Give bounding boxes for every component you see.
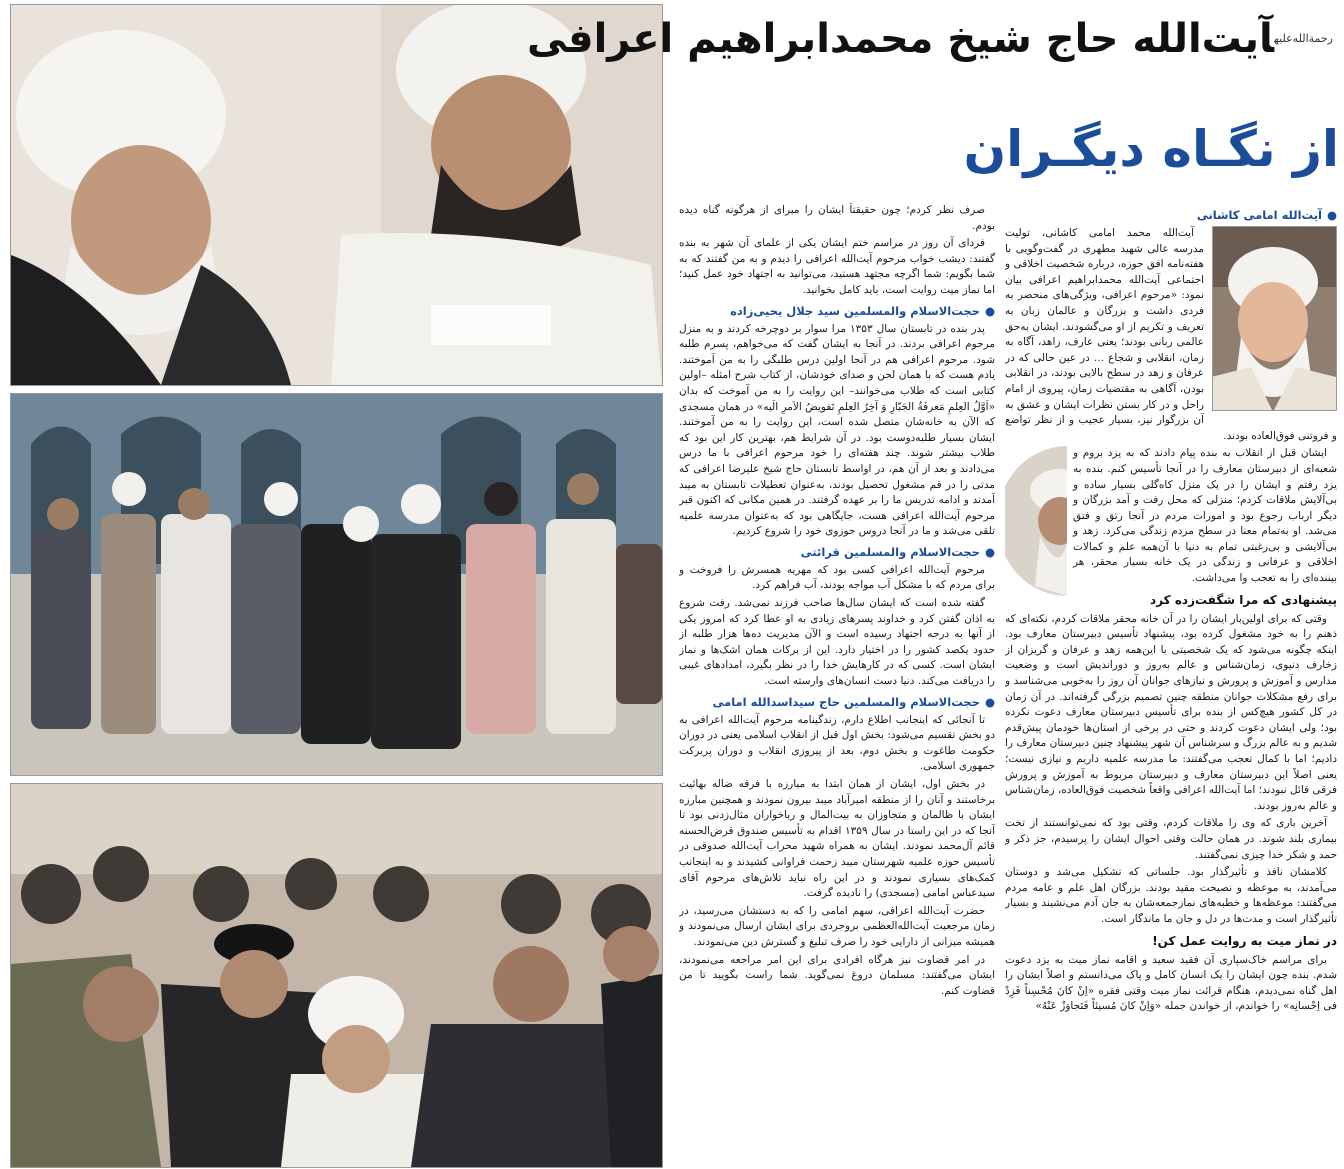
paragraph: گفته شده است که ایشان سال‌ها صاحب فرزند نمی‌شد. رفت شروع به اذان گفتن کرد و خداوند پسرهای زیادی به او عطا کرد که امروز یکی از آنها به درجه اجتهاد رسیده است و الآن مدیریت ده‌ها هزار طلبه از حدود یکصد کشور را در اختیار دارد. این از برکات همان اشک‌ها و نماز ایشان است. کسی که در کارهایش خدا را در نظر بگیرد، امدادهای غیبی را دریافت می‌کند. دنیا دست انسان‌های وارسته است. [679, 597, 995, 688]
bullet-icon: ● [984, 694, 995, 709]
article-column-left [679, 203, 995, 1165]
section-heading-yahyazadeh [679, 303, 995, 319]
title-seal: رحمة‌الله‌علیه [1274, 32, 1333, 45]
paragraph: تا آنجائی که اینجانب اطلاع دارم، زندگینامه مرحوم آیت‌الله اعرافی به دو بخش تقسیم می‌شود: بخش اول قبل از انقلاب اسلامی یعنی در دوران حکومت طاغوت و بخش دوم، بعد از پیروزی انقلاب و دوران پربرکت جمهوری اسلامی. [679, 713, 995, 773]
subheading: در نماز میت به روایت عمل کن! [1152, 933, 1337, 948]
paragraph: پدر بنده در تابستان سال ۱۳۵۳ مرا سوار بر دوچرخه کردند و به منزل مرحوم اعرافی بردند. در آنجا به ایشان گفت که می‌خواهم، پسرم طلبه شود. مرحوم اعرافی هم در آنجا اولین درس طلبگی را به من آموختند. یادم هست که با همان لحن و صدای خودشان، از کتاب شرح امثله –اولین کتابی است که طلاب می‌خوانند– این روایت را به من آموخت که بدان «اَوَّلُ العِلمِ مَعرفَةُ الجَبّارِ وَ آخِرُ العِلمِ تَفویضُ الاَمرِ الَیه» در همان مسجدی که الآن به خانه‌شان متصل شده است، این روایت را به من آموختند. ایشان بسیار طلبه‌دوست بود. در آن شرایط هم، بهترین کار این بود که طلاب بیشتر شوند. چند هفته‌ای را خود مرحوم اعرافی با ما درس می‌دادند و بعد از آن هم، در اواسط تابستان حاج شیخ علیرضا اعرافی که مدتی را در قم مشغول تحصیل بودند، به‌عنوان تعطیلات تابستان به میبد آمدند و ادامه تدریس ما را بر عهده گرفتند. در همین مکانی که اکنون قبر مرحوم آیت‌الله اعرافی هست، جایگاهی بود که به‌عنوان مدرسه علمیه تلقی می‌شد و ما در آنجا دروس حوزوی خود را شروع کردیم. [679, 322, 995, 538]
section-heading-emami-kashani [1005, 207, 1337, 223]
section-heading-emami [679, 694, 995, 710]
paragraph: مرحوم آیت‌الله اعرافی کسی بود که مهریه همسرش را فروخت و برای مردم که با مشکل آب مواجه بودند، آب فراهم کرد. [679, 563, 995, 592]
section-heading-text: حجت‌الاسلام والمسلمین قرائتی [800, 544, 980, 559]
bullet-icon: ● [984, 303, 995, 318]
paragraph: حضرت آیت‌الله اعرافی، سهم امامی را که به دستشان می‌رسید، در زمان مرجعیت آیت‌الله‌العظمی بروجردی برای ایشان ارسال می‌نمودند و همیشه میزانی از دارایی خود را صرف تبلیغ و گسترش دین می‌نمودند. [679, 904, 995, 948]
paragraph: در امر قضاوت نیز هرگاه افرادی برای این امر مراجعه می‌نمودند، ایشان می‌گفتند: مسلمان دروغ نمی‌گوید. شما راست بگویید تا من قضاوت کنم. [679, 953, 995, 997]
paragraph: صرف نظر کردم؛ چون حقیقتاً ایشان را مبرای از هرگونه گناه دیده بودم. [679, 204, 995, 232]
paragraph: آخرین باری که وی را ملاقات کردم، وقتی بود که نمی‌توانستند از تخت بیماری بلند شوند. در همان حالت وقتی احوال ایشان را پرسیدم، جز ذکر و حمد و شکر خدا چیزی نمی‌گفتند. [1005, 817, 1337, 861]
section-heading-text: حجت‌الاسلام والمسلمین سید جلال یحیی‌زاده [730, 303, 980, 318]
page-title [526, 6, 1339, 72]
paragraph: فردای آن روز در مراسم ختم ایشان یکی از علمای آن شهر به بنده گفتند: دیشب خواب مرحوم آیت‌الله اعرافی را دیدم و به من گفتند که به شما بگویم: شما اگرچه مجتهد هستید، می‌توانید به اجتهاد خود عمل کنید؛ اما نماز میت روایت است، باید کامل بخوانید. [679, 237, 995, 296]
paragraph: برای مراسم خاک‌سپاری آن فقید سعید و اقامه نماز میت به یزد دعوت شدم. بنده چون ایشان را یک انسان کامل و پاک می‌دانستم و اصلاً ایشان را اهل گناه نمی‌دیدم، هنگام قرائت نماز میت وقتی فقره «اِنْ کانَ مُحْسِناً فَزِدْ فی اِحْسانِه» را خواندم، از خواندن جمله «وَاِنْ کانَ مُسیئاً فَتَجاوَزْ عَنْهُ» [1005, 953, 1337, 1013]
photo-mourning-crowd [10, 783, 663, 1168]
section-heading-gharaati [679, 544, 995, 560]
paragraph: آیت‌الله محمد امامی کاشانی، تولیت مدرسه عالی شهید مطهری در گفت‌وگویی با هفته‌نامه افق حوزه، درباره شخصیت اخلاقی و اجتماعی آیت‌الله محمدابراهیم اعرافی بیان نمود: «مرحوم اعرافی، ویژگی‌های منحصر به فردی داشت و بزرگان و عالمان زبان به تعریف و تکریم از او می‌گشودند. ایشان به‌حق عالمی ربانی بودند؛ یعنی عارف، زاهد، آگاه به زمان، انقلابی و شجاع … در عین حالی که در عرفان و زهد در سطح بالایی بودند، در انقلابی بودن، آگاهی به مقتضیات زمان، پیروی از امام راحل و در کار بستن نظرات ایشان و عشق به آن بزرگوار نیز، بسیار عجیب و از نظر تواضع و فروتنی فوق‌العاده بودند. [1005, 227, 1337, 442]
paragraph: ایشان قبل از انقلاب به بنده پیام دادند که به یزد بروم و شعبه‌ای از دبیرستان معارف را در آنجا تأسیس کنم. بنده به یزد رفتم و ایشان را در یک منزل کاه‌گلی بسیار ساده و بی‌آلایش ملاقات کردم؛ منزلی که محل رفت و آمد بزرگان و دیگر ارباب رجوع بود و امورات مردم در آنجا رتق و فتق می‌شد. او به‌تمام معنا در سطح مردم زندگی می‌کرد. زهد و بی‌آلایشی و بی‌رغبتی تمام به دنیا با آن‌همه علم و کمالات اخلاقی و عرفانی و زندگی در یک خانه بسیار محقر، هر بیننده‌ای را به تعجب وا می‌داشت. [1073, 447, 1337, 585]
portrait-circle-cleric [1005, 446, 1067, 596]
paragraph: وقتی که برای اولین‌بار ایشان را در آن خانه محقر ملاقات کردم، نکته‌ای که ذهنم را به خود مشغول کرده بود، پیشنهاد تأسیس دبیرستان معارف بود. اینکه چگونه می‌شود که یک شخصیتی با این‌همه زهد و عرفان و گریزان از زخارف دنیوی، زمان‌شناس و عالم به‌روز و دوراندیش است و وضعیت مدارس و آموزش و پرورش و نیازهای جوانان آن روز را به‌خوبی می‌شناسد و برای رفع مشکلات جوانان منطقه چنین تصمیم بزرگی گرفته‌اند. در آن زمان در کل کشور هیچ‌کس از بنده برای تأسیس دبیرستان معارف دعوت نکرده بود؛ ولی ایشان دعوت کردند و حتی در برخی از استان‌ها خودمان پیش‌قدم شدیم و به عالم بزرگ و سرشناس آن شهر پیشنهاد چنین دبیرستان معارف را دادیم؛ اما با کمال تعجب می‌گفتند: ما مدرسه علمیه داریم و نیازی نیست؛ یعنی اصلاً این دبیرستان معارف و دبیرستان مربوط به آموزش و پرورش فرقی قائل نبودند؛ اما آیت‌الله اعرافی واقعاً شخصیت فوق‌العاده، زمان‌شناس و عالم به‌روز بودند. [1005, 612, 1337, 812]
portrait-emami-kashani [1212, 226, 1337, 411]
bullet-icon: ● [984, 544, 995, 559]
photo-procession-shrine [10, 393, 663, 776]
section-heading-text: آیت‌الله امامی کاشانی [1196, 208, 1322, 222]
page-title-text: آیت‌الله حاج شیخ محمدابراهیم اعرافی [526, 16, 1275, 62]
article-column-right [1005, 203, 1337, 1165]
paragraph: کلامشان نافذ و تأثیرگذار بود. جلساتی که تشکیل می‌شد و دوستان می‌آمدند، به موعظه و نصیحت مقید بودند. بزرگان اهل علم و عامه مردم می‌گفتند: موعظه‌ها و خطبه‌های نمازجمعه‌شان به جان آدم می‌نشیند و بسیار تأثیرگذار است و مدت‌ها در دل و جان ما ماندگار است. [1005, 866, 1337, 925]
bullet-icon: ● [1326, 208, 1337, 222]
paragraph: در بخش اول، ایشان از همان ابتدا به مبارزه با فرقه ضاله بهائیت برخاستند و آنان را از منطقه امیرآباد میبد بیرون نمودند و همچنین مبارزه ایشان با ظالمان و متجاوزان به بیت‌المال و رباخواران مثال‌زدنی بود تا آنجا که در این راستا در سال ۱۳۵۹ اقدام به تأسیس صندوق قرض‌الحسنه قائم آل‌محمد نمودند. ایشان به همراه شهید محراب آیت‌الله صدوقی در تأسیس حوزه علمیه شهرستان میبد زحمت فراوانی کشیدند و به اینجانب کمک‌های بسیاری نمودند و در این راه نباید تلاش‌های مرحوم آقای سیدعباس امامی (مسجدی) را نادیده گرفت. [679, 778, 995, 900]
subheading: پیشنهادی که مرا شگفت‌زده کرد [1150, 592, 1337, 607]
page-subtitle: از نگـاه دیگـران [963, 120, 1339, 178]
section-heading-text: حجت‌الاسلام والمسلمین حاج سیداسدالله امامی [712, 694, 980, 709]
masthead [526, 6, 1339, 201]
